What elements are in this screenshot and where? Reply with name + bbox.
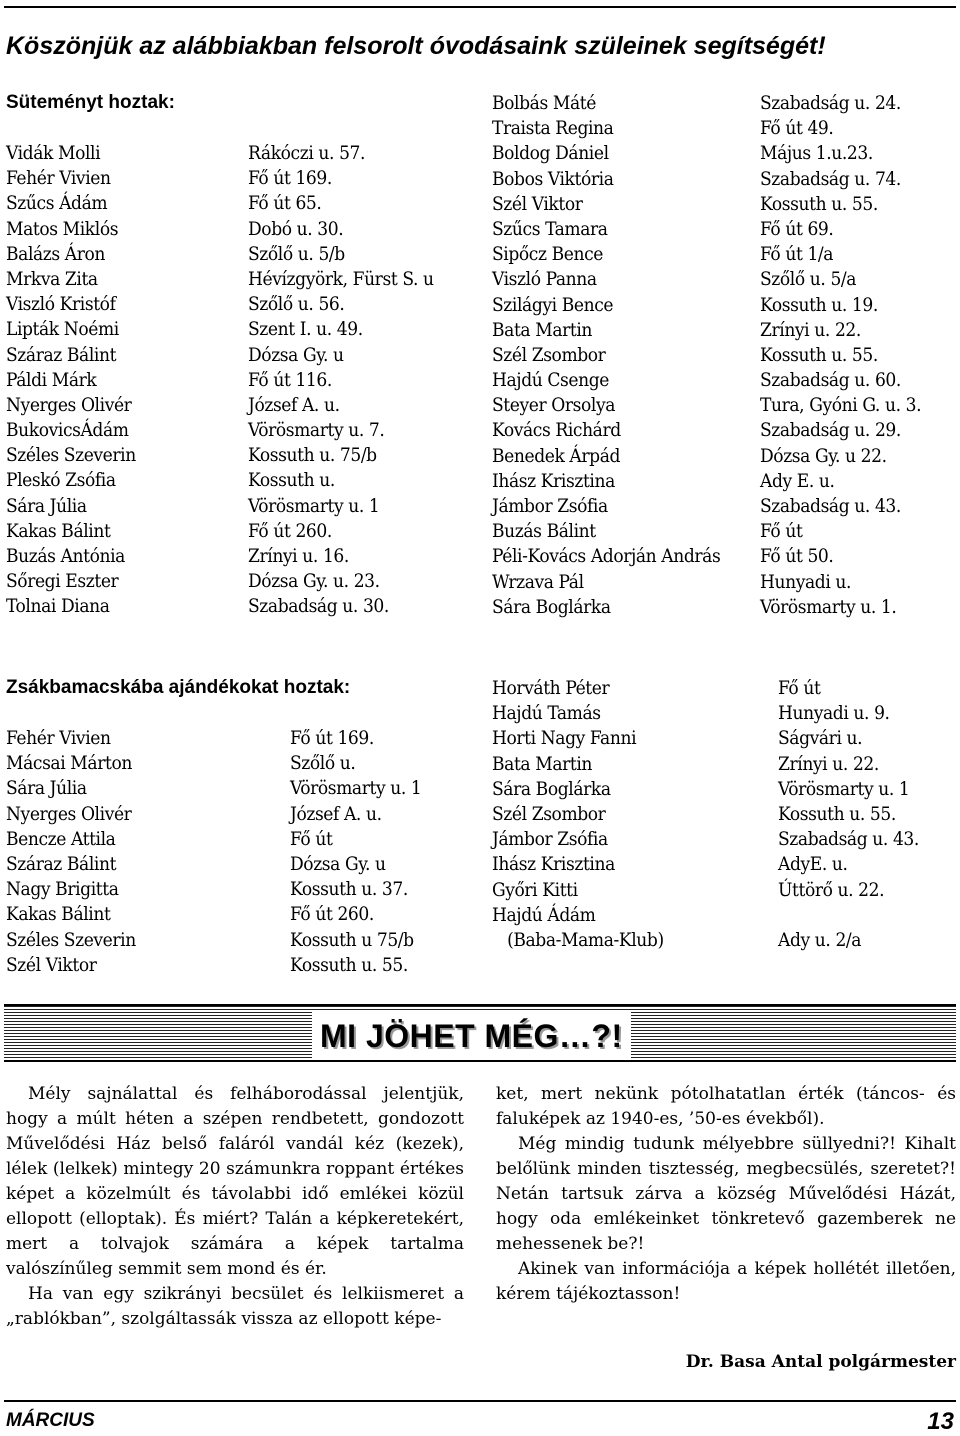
address: Vörösmarty u. 7. [248,419,385,442]
article-paragraph: Akinek van információja a képek hollétét illetően, kérem tájékoztasson! [496,1259,956,1304]
child-name: BukovicsÁdám [6,419,129,442]
list-item [6,594,476,619]
address: Vörösmarty u. 1 [778,777,910,800]
address: Szabadság u. 60. [760,369,901,392]
address: Fő út 49. [760,117,834,140]
child-name: Bobos Viktória [492,167,614,190]
page-heading: Köszönjük az alábbiakban felsorolt óvodásaink szüleinek segítségét! [6,32,826,60]
list-item [6,928,476,953]
list-item [6,902,476,927]
address: Fő út 169. [248,167,332,190]
child-name: Bencze Attila [6,827,116,850]
address: Kossuth u 75/b [290,928,414,951]
address: Szőlő u. [290,752,356,775]
address: Hunyadi u. 9. [778,702,890,725]
address: Szabadság u. 43. [778,828,919,851]
address: Szabadság u. 30. [248,595,389,618]
list-item [492,852,952,877]
list-item [492,494,952,519]
address: Kossuth u. 75/b [248,444,377,467]
child-name: Wrzava Pál [492,570,584,593]
list-item [492,141,952,166]
address: Tura, Gyóni G. u. 3. [760,394,922,417]
child-name: Széles Szeverin [6,928,136,951]
child-name: Győri Kitti [492,878,578,901]
list-item [492,903,952,928]
address: Május 1.u.23. [760,142,873,165]
child-name: Bata Martin [492,318,593,341]
footer-month: MÁRCIUS [6,1410,95,1431]
list-item [492,318,952,343]
address: Kossuth u. 19. [760,293,878,316]
child-name: Sára Boglárka [492,595,611,618]
list-item [492,928,952,953]
child-name: Szél Viktor [492,192,583,215]
list-item [6,802,476,827]
child-name: Kakas Bálint [6,519,111,542]
address: Ságvári u. [778,727,863,750]
address: Kossuth u. 55. [760,192,878,215]
zsakbamacska-list-right [492,676,952,953]
list-item [492,444,952,469]
section-title-zsakbamacska: Zsákbamacskába ajándékokat hoztak: [6,677,351,698]
child-name: Ihász Krisztina [492,469,615,492]
address: Zrínyi u. 16. [248,545,349,567]
child-name: (Baba-Mama-Klub) [492,928,664,951]
address: Szőlő u. 56. [248,293,345,316]
list-item [6,393,476,418]
list-item [6,827,476,852]
address: Szent I. u. 49. [248,318,363,341]
child-name: Hajdú Ádám [492,903,596,926]
address: Zrínyi u. 22. [778,752,879,775]
child-name: Nyerges Olivér [6,393,132,416]
list-item [492,827,952,852]
list-item [492,802,952,827]
list-item [492,726,952,751]
address: Fő út 260. [290,903,374,926]
child-name: Fehér Vivien [6,727,111,749]
address: Hunyadi u. [760,570,852,593]
address: Szabadság u. 24. [760,92,901,114]
address: Fő út 65. [248,192,322,215]
list-item [6,242,476,267]
list-item [492,267,952,292]
article-paragraph: Még mindig tudunk mélyebbre süllyedni?! Kihalt belőlünk minden tisztesség, megbecsülés, szeretet?! Netán tartsuk zárva a község Művelődési Házát, hogy oda emlékeinket tönkretevő gazemberek ne mehessenek be?! [496,1134,956,1254]
list-item [6,267,476,292]
child-name: Traista Regina [492,117,614,140]
section-title-sutemeny: Süteményt hoztak: [6,92,175,113]
child-name: Benedek Árpád [492,444,621,467]
article-column-2 [496,1082,956,1307]
child-name: Hajdú Csenge [492,369,609,392]
address: Rákóczi u. 57. [248,142,366,164]
list-item [6,953,476,978]
sutemeny-list-left [6,141,476,620]
address: Fő út 1/a [760,243,834,266]
address: Fő út 260. [248,519,332,542]
child-name: Viszló Panna [492,268,597,291]
address: Kossuth u. 55. [778,802,896,825]
child-name: Szilágyi Bence [492,293,614,316]
child-name: Balázs Áron [6,242,106,265]
list-item [6,519,476,544]
address: Kossuth u. [248,469,335,492]
list-item [492,192,952,217]
address: Úttörő u. 22. [778,878,885,901]
list-item [6,191,476,216]
child-name: Jámbor Zsófia [492,828,608,851]
address: Hévízgyörk, Fürst S. u [248,267,434,290]
child-name: Buzás Bálint [492,520,596,543]
address: Szabadság u. 74. [760,167,901,190]
list-item [492,116,952,141]
address: Zrínyi u. 22. [760,318,861,341]
child-name: Kovács Richárd [492,419,621,442]
address: Fő út [778,677,821,699]
child-name: Mácsai Márton [6,752,132,775]
child-name: Szűcs Ádám [6,192,108,215]
list-item [6,776,476,801]
child-name: Lipták Noémi [6,318,119,341]
address: József A. u. [248,393,340,416]
address: Dózsa Gy. u [290,852,386,875]
list-item [492,393,952,418]
article-paragraph: Ha van egy szikrányi becsület és lelkiismeret a „rablókban”, szolgáltassák vissza az ellopott képe- [6,1284,464,1329]
child-name: Sőregi Eszter [6,570,119,593]
address: Dózsa Gy. u [248,343,344,366]
list-item [492,242,952,267]
list-item [492,676,952,701]
child-name: Buzás Antónia [6,545,125,567]
list-item [492,701,952,726]
child-name: Viszló Kristóf [6,293,116,316]
zsakbamacska-list-left [6,726,476,978]
child-name: Hajdú Tamás [492,702,601,725]
list-item [492,418,952,443]
child-name: Széles Szeverin [6,444,136,467]
list-item [492,343,952,368]
child-name: Sára Júlia [6,494,87,517]
list-item [492,595,952,620]
list-item [492,777,952,802]
list-item [492,91,952,116]
list-item [6,852,476,877]
child-name: Szűcs Tamara [492,217,608,240]
child-name: Péli-Kovács Adorján András [492,545,721,568]
list-item [6,141,476,166]
child-name: Boldog Dániel [492,142,609,165]
list-item [6,877,476,902]
child-name: Tolnai Diana [6,595,110,618]
list-item [492,752,952,777]
list-item [6,343,476,368]
address: Dózsa Gy. u. 23. [248,570,380,593]
address: Vörösmarty u. 1. [760,595,897,618]
address: Fő út 169. [290,727,374,749]
address: Kossuth u. 37. [290,878,408,901]
list-item [492,167,952,192]
child-name: Fehér Vivien [6,167,111,190]
address: Kossuth u. 55. [290,953,408,976]
address: Dózsa Gy. u 22. [760,444,887,467]
address: Fő út 50. [760,545,834,568]
list-item [492,519,952,544]
child-name: Száraz Bálint [6,852,117,875]
list-item [6,544,476,569]
child-name: Páldi Márk [6,368,97,391]
address: Ady u. 2/a [778,928,862,951]
child-name: Mrkva Zita [6,267,98,290]
top-rule [4,6,956,8]
child-name: Matos Miklós [6,217,119,240]
list-item [492,368,952,393]
list-item [6,418,476,443]
address: Szabadság u. 43. [760,495,901,517]
signature: Dr. Basa Antal polgármester [685,1352,956,1372]
child-name: Horti Nagy Fanni [492,727,637,750]
child-name: Nyerges Olivér [6,802,132,825]
list-item [6,726,476,751]
child-name: Szél Viktor [6,953,97,976]
child-name: Vidák Molli [6,142,101,164]
address: Szőlő u. 5/a [760,268,857,291]
list-item [6,751,476,776]
child-name: Horváth Péter [492,677,610,699]
child-name: Pleskó Zsófia [6,469,116,492]
list-item [492,570,952,595]
list-item [492,469,952,494]
list-item [492,544,952,569]
list-item [6,317,476,342]
list-item [6,569,476,594]
footer-rule [4,1400,956,1402]
child-name: Jámbor Zsófia [492,495,608,517]
address: Kossuth u. 55. [760,343,878,366]
address: Fő út [290,827,333,850]
address: Fő út [760,520,803,543]
child-name: Steyer Orsolya [492,394,616,417]
child-name: Sára Júlia [6,777,87,800]
address: Fő út 116. [248,368,332,391]
list-item [6,468,476,493]
child-name: Bolbás Máté [492,92,596,114]
child-name: Ihász Krisztina [492,853,615,876]
address: Szőlő u. 5/b [248,242,345,265]
sutemeny-list-right [492,91,952,620]
child-name: Bata Martin [492,752,593,775]
address: Ady E. u. [760,469,835,492]
child-name: Száraz Bálint [6,343,117,366]
address: Fő út 69. [760,217,834,240]
address: Szabadság u. 29. [760,419,901,442]
address: Dobó u. 30. [248,217,344,240]
article-paragraph: Mély sajnálattal és felháborodással jelentjük, hogy a múlt héten a szépen rendbetett, gondozott Művelődési Ház belső faláról vandál kéz (kezek), lélek (lelkek) mintegy 20 számunkra roppant értékes képet a közelmúlt és távolabbi idő emlékei közül ellopott (elloptak). És miért? Talán a képkeretekért, mert a tolvajok számára a képek tartalma valószínűleg semmit sem mond és ér. [6,1084,464,1279]
article-paragraph: ket, mert nekünk pótolhatatlan érték (táncos- és faluképek az 1940-es, ’50-es évekből). [496,1084,956,1129]
address: József A. u. [290,802,382,825]
list-item [492,293,952,318]
page-number: 13 [927,1408,954,1435]
child-name: Sipőcz Bence [492,243,603,266]
article-column-1 [6,1082,464,1332]
list-item [6,166,476,191]
list-item [6,368,476,393]
child-name: Kakas Bálint [6,903,111,926]
list-item [492,878,952,903]
child-name: Sára Boglárka [492,777,611,800]
child-name: Szél Zsombor [492,802,606,825]
address: AdyE. u. [778,853,848,876]
address: Vörösmarty u. 1 [290,777,422,800]
child-name: Nagy Brigitta [6,878,119,901]
banner-title: MI JÖHET MÉG…?! [312,1012,631,1060]
list-item [492,217,952,242]
list-item [6,494,476,519]
list-item [6,217,476,242]
list-item [6,443,476,468]
list-item [6,292,476,317]
address: Vörösmarty u. 1 [248,494,380,517]
child-name: Szél Zsombor [492,343,606,366]
